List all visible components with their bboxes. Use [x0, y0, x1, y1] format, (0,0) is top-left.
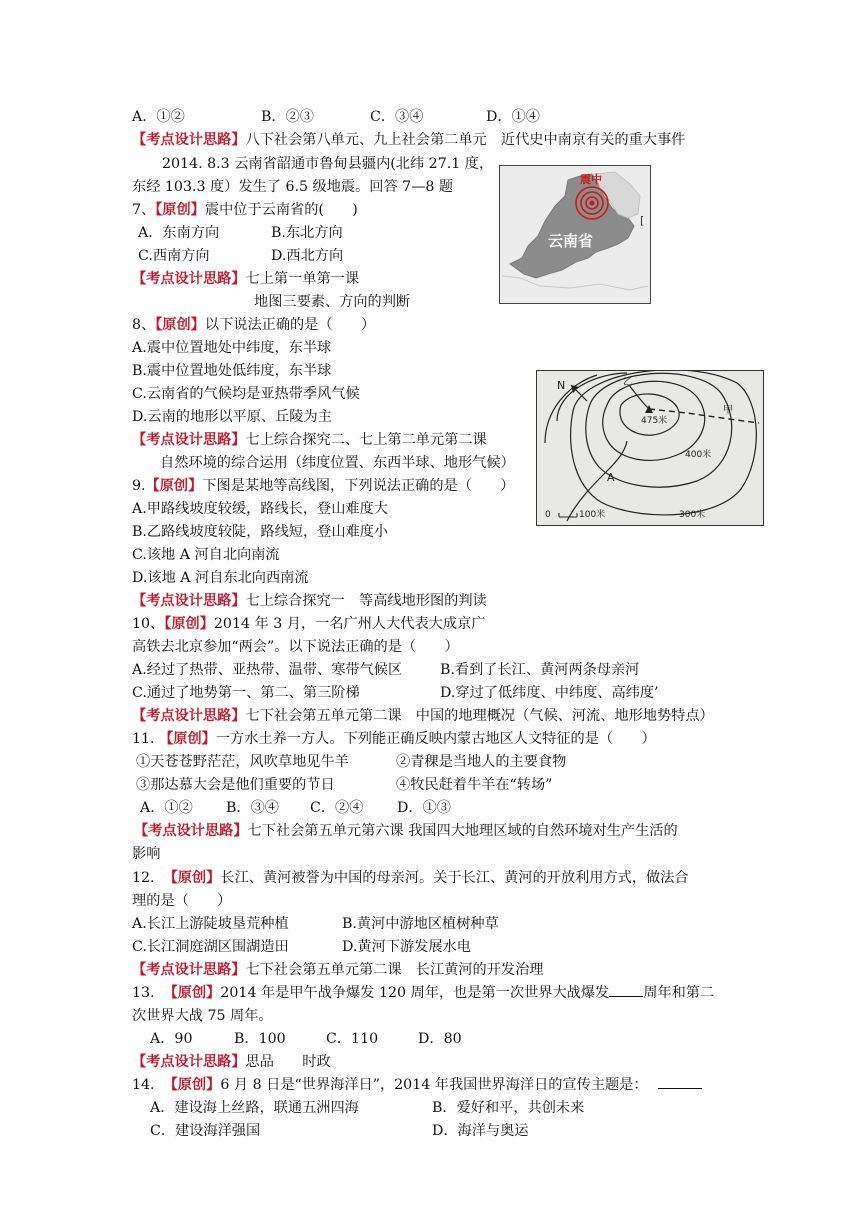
q10-option-d: D.穿过了低纬度、中纬度、高纬度’ [440, 685, 659, 701]
intro-line-2: 东经 103.3 度）发生了 6.5 级地震。回答 7—8 题 [132, 179, 454, 195]
design-label: 【考点设计思路】 [132, 271, 246, 287]
design-label: 【考点设计思路】 [132, 432, 246, 448]
epicenter-marker [576, 187, 608, 219]
q6-option-b: B．②③ [261, 109, 314, 125]
q7-stem-line [132, 201, 358, 219]
q12-number: 12. [132, 870, 155, 886]
design-label: 【考点设计思路】 [132, 1054, 246, 1070]
q14-number: 14. [132, 1077, 155, 1093]
q14-answer-blank[interactable] [658, 1076, 702, 1089]
q10-number: 10、 [132, 616, 165, 632]
yunnan-map [500, 166, 650, 303]
q9-design-note [132, 592, 487, 610]
province-label: 云南省 [548, 232, 594, 250]
q9-stem-line [132, 477, 514, 495]
q14-option-d: D．海洋与奥运 [432, 1123, 529, 1139]
q10-option-a: A.经过了热带、亚热带、温带、寒带气候区 [132, 662, 403, 678]
q9-option-d: D.该地 A 河自东北向西南流 [132, 570, 309, 586]
q7-option-a: A．东南方向 [138, 225, 220, 241]
q10-stem-1: 2014 年 3 月，一名广州人大代表大成京广 [213, 616, 486, 632]
original-label: 【原创】 [163, 1077, 221, 1093]
original-label: 【原创】 [163, 870, 221, 886]
q7-option-c: C.西南方向 [138, 248, 210, 264]
river-label: A [607, 471, 615, 484]
q6-option-d: D．①④ [486, 109, 540, 125]
q11-number: 11. [132, 731, 155, 747]
q9-number: 9. [132, 478, 146, 494]
q8-design-text-2: 自然环境的综合运用（纬度位置、东西半球、地形气候） [160, 455, 515, 471]
design-label: 【考点设计思路】 [132, 962, 246, 978]
contour-label-400: 400米 [685, 450, 712, 460]
q11-option-b: B．③④ [226, 800, 279, 816]
q6-option-c: C．③④ [370, 109, 424, 125]
q12-option-a: A.长江上游陡坡垦荒种植 [132, 916, 289, 932]
q7-design-text-2: 地图三要素、方向的判断 [254, 294, 411, 310]
q6-design-note [132, 131, 685, 149]
q9-design-text: 七上综合探究一 等高线地形图的判读 [245, 593, 487, 609]
design-label: 【考点设计思路】 [134, 823, 248, 839]
q9-option-c: C.该地 A 河自北向南流 [132, 547, 280, 563]
q11-design-text-2: 影响 [132, 846, 161, 862]
map-edge-mark: [ [640, 214, 645, 227]
q9-option-b: B.乙路线坡度较陡，路线短，登山难度小 [132, 524, 389, 540]
q10-design-text: 七下社会第五单元第二课 中国的地理概况（气候、河流、地形地势特点） [245, 708, 714, 724]
q11-statement-4: ④牧民赶着牛羊在“转场” [396, 777, 553, 793]
q14-option-c: C．建设海洋强国 [150, 1123, 261, 1139]
q8-option-b: B.震中位置地处低纬度，东半球 [132, 363, 332, 379]
q7-design-text-1: 七上第一单第一课 [245, 271, 360, 287]
q8-stem-line [132, 316, 375, 334]
q12-design-note [132, 961, 543, 979]
q7-number: 7、 [132, 202, 156, 218]
q8-number: 8、 [132, 317, 156, 333]
q11-statement-3: ③那达慕大会是他们重要的节日 [136, 777, 335, 793]
q10-stem-line-1 [132, 615, 485, 633]
q10-stem-2: 高铁去北京参加“两会”。以下说法正确的是（ ） [132, 639, 459, 655]
contour-map-figure [536, 370, 764, 526]
q8-design-note [132, 431, 487, 449]
q6-design-text: 八下社会第八单元、九上社会第二单元 近代史中南京有关的重大事件 [245, 132, 686, 148]
q10-design-note [132, 707, 714, 725]
q13-answer-blank[interactable] [609, 984, 643, 997]
q13-design-note [132, 1053, 331, 1071]
scale-zero: 0 [545, 510, 551, 520]
q12-stem-2: 理的是（ ） [132, 893, 232, 909]
route-jia-label: 甲 [723, 405, 733, 416]
q12-option-c: C.长江洞庭湖区围湖造田 [132, 939, 289, 955]
q13-design-text: 思品 时政 [245, 1054, 331, 1070]
q12-stem-line-1 [132, 869, 689, 887]
q10-option-c: C.通过了地势第一、第二、第三阶梯 [132, 685, 360, 701]
q13-option-c: C．110 [326, 1031, 379, 1047]
original-label: 【原创】 [159, 731, 216, 747]
original-label: 【原创】 [155, 202, 205, 218]
original-label: 【原创】 [155, 317, 205, 333]
design-label: 【考点设计思路】 [132, 132, 246, 148]
q11-design-text-1: 七下社会第五单元第六课 我国四大地理区域的自然环境对生产生活的 [247, 823, 678, 839]
route-yi-label: 乙 [623, 377, 633, 388]
peak-elevation: 475米 [641, 416, 668, 426]
q8-design-text-1: 七上综合探究二、七上第二单元第二课 [245, 432, 487, 448]
q13-option-b: B．100 [234, 1031, 286, 1047]
q11-option-c: C．②④ [310, 800, 364, 816]
original-label: 【原创】 [164, 616, 214, 632]
original-label: 【原创】 [163, 985, 221, 1001]
q12-option-d: D.黄河下游发展水电 [342, 939, 471, 955]
design-label: 【考点设计思路】 [132, 593, 246, 609]
q12-stem-1: 长江、黄河被誉为中国的母亲河。关于长江、黄河的开放利用方式，做法合 [220, 870, 689, 886]
q11-statement-1: ①天苍苍野茫茫，风吹草地见牛羊 [136, 754, 349, 770]
q10-option-b: B.看到了长江、黄河两条母亲河 [440, 662, 640, 678]
q13-stem-line-1 [132, 984, 714, 1002]
q12-option-b: B.黄河中游地区植树种草 [342, 916, 499, 932]
q11-stem: 一方水土养一方人。下列能正确反映内蒙古地区人文特征的是（ ） [215, 731, 656, 747]
q11-statement-2: ②青稞是当地人的主要食物 [396, 754, 567, 770]
q13-number: 13. [132, 985, 155, 1001]
q7-stem: 震中位于云南省的( ) [204, 202, 358, 218]
q14-option-b: B．爱好和平，共创未来 [432, 1100, 585, 1116]
q7-design-note [132, 270, 359, 288]
q13-stem-1b: 周年和第二 [643, 985, 715, 1001]
q11-stem-line [132, 730, 656, 748]
q11-option-a: A．①② [140, 800, 193, 816]
design-label: 【考点设计思路】 [132, 708, 246, 724]
q13-stem-1a: 2014 年是甲午战争爆发 120 周年，也是第一次世界大战爆发 [220, 985, 610, 1001]
yunnan-map-figure [499, 165, 651, 304]
q13-stem-2: 次世界大战 75 周年。 [132, 1008, 273, 1024]
q13-option-d: D．80 [418, 1031, 462, 1047]
q8-option-a: A.震中位置地处中纬度，东半球 [132, 340, 332, 356]
q14-option-a: A．建设海上丝路，联通五洲四海 [150, 1100, 359, 1116]
q9-stem: 下图是某地等高线图，下列说法正确的是（ ） [202, 478, 515, 494]
q8-option-c: C.云南省的气候均是亚热带季风气候 [132, 386, 360, 402]
q7-option-d: D.西北方向 [271, 248, 344, 264]
q14-stem-line [132, 1076, 702, 1094]
q11-design-note [134, 822, 678, 840]
intro-line-1: 2014. 8.3 云南省韶通市鲁甸县疆内(北纬 27.1 度， [162, 156, 494, 172]
q7-option-b: B.东北方向 [271, 225, 343, 241]
q9-option-a: A.甲路线坡度较缓，路线长，登山难度大 [132, 501, 388, 517]
q14-stem: 6 月 8 日是“世界海洋日”，2014 年我国世界海洋日的宣传主题是： [220, 1077, 648, 1093]
contour-label-300: 300米 [679, 510, 706, 520]
epicenter-label: 震中 [580, 173, 602, 186]
original-label: 【原创】 [145, 478, 203, 494]
q8-stem: 以下说法正确的是（ ） [204, 317, 376, 333]
contour-map [537, 371, 763, 525]
q12-design-text: 七下社会第五单元第二课 长江黄河的开发治理 [245, 962, 544, 978]
q11-option-d: D．①③ [397, 800, 451, 816]
q6-option-a: A．①② [132, 109, 185, 125]
scale-label: 100米 [579, 510, 606, 520]
q8-option-d: D.云南的地形以平原、丘陵为主 [132, 409, 332, 425]
q13-option-a: A．90 [150, 1031, 193, 1047]
north-label: N [557, 379, 566, 392]
